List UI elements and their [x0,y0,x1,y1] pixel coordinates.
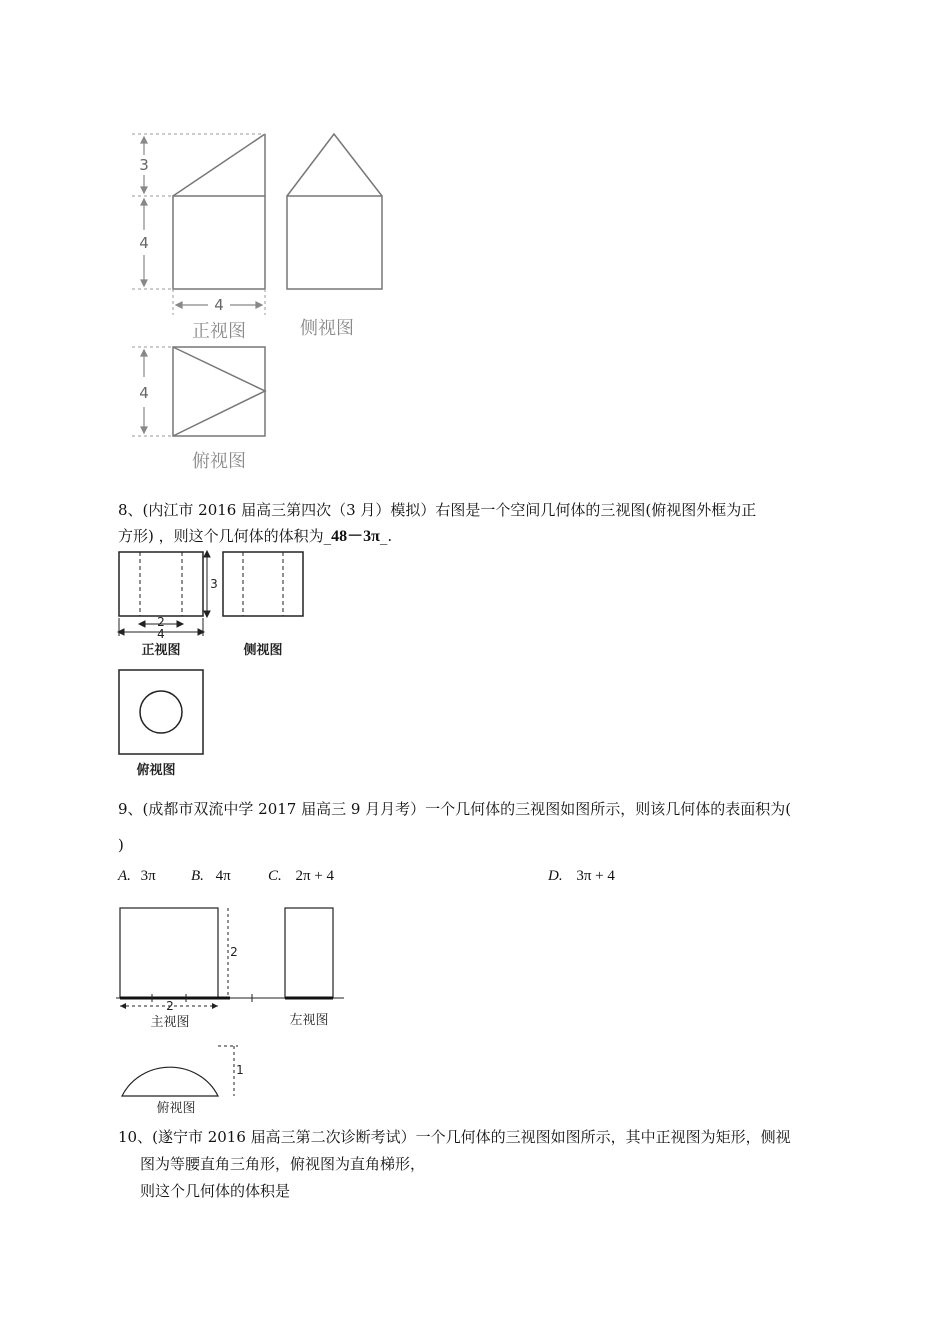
q9-line1: 9、(成都市双流中学 2017 届高三 9 月月考）一个几何体的三视图如图所示，则该几何体的表面积为( [118,800,792,818]
q9-main-rect [120,908,218,998]
q7-side-roof [287,134,382,196]
q8-line2-prefix: 方形) ，则这个几何体的体积为_ [118,527,332,545]
q8-dim-2: 2 [157,615,165,629]
q9-option-d[interactable] [548,868,615,885]
q8-front-label: 正视图 [141,643,181,658]
q9-option-c-letter: C. [268,868,282,884]
q7-front-slope [173,134,265,196]
q9-option-a-letter: A. [118,868,131,884]
q7-front-label: 正视图 [192,321,246,342]
q8-line2 [118,523,392,550]
q9-option-c-value: 2π + 4 [295,868,335,884]
q8-dim-4: 4 [157,627,165,641]
q7-top-rect [173,347,265,436]
q8-front-rect [119,552,203,616]
q9-option-b-letter: B. [191,868,204,884]
q9-option-a-value: 3π [140,868,156,884]
q7-three-view-figure [120,125,410,480]
q8-three-view-figure [113,548,313,780]
q7-dim-4-bottom: 4 [214,296,224,314]
q9-option-a[interactable] [118,868,156,885]
q8-top-circle [140,691,182,733]
q7-dim-4-top: 4 [139,384,149,402]
q9-main-label: 主视图 [150,1015,190,1030]
q8-side-label: 侧视图 [243,643,283,658]
q9-left-rect [285,908,333,998]
q9-option-d-value: 3π + 4 [576,868,615,884]
q8-line1: 8、(内江市 2016 届高三第四次（3 月）模拟）右图是一个空间几何体的三视图(俯视图外框为正 [118,501,757,519]
q9-dim-2-right: 2 [230,945,238,959]
q9-option-c[interactable] [268,868,334,885]
q7-side-label: 侧视图 [300,318,354,339]
q9-three-view-figure [112,900,352,1115]
q10-line1: 10、(遂宁市 2016 届高三第二次诊断考试）一个几何体的三视图如图所示，其中正视图为矩形，侧视 [118,1128,791,1146]
q8-side-rect [223,552,303,616]
q9-line2: ) [118,836,124,854]
q7-top-triangle [173,347,265,436]
q7-dim-3: 3 [139,156,149,174]
q7-top-label: 俯视图 [192,451,246,472]
q8-top-square [119,670,203,754]
q7-side-rect [287,196,382,289]
q9-top-label: 俯视图 [156,1101,196,1115]
q8-answer: 48－3π [331,528,380,545]
q8-top-label: 俯视图 [136,763,176,778]
q10-line3: 则这个几何体的体积是 [140,1182,291,1200]
q9-option-b-value: 4π [215,868,231,884]
q9-dim-2-bottom: 2 [166,999,174,1013]
q7-dim-4-left: 4 [139,234,149,252]
q7-front-rect [173,196,265,289]
q9-left-label: 左视图 [289,1013,329,1028]
q9-top-semicircle [122,1067,218,1096]
q10-line2: 图为等腰直角三角形，俯视图为直角梯形， [140,1155,426,1173]
q8-dim-3: 3 [210,577,218,591]
q9-option-d-letter: D. [548,868,563,884]
q9-dim-1: 1 [236,1063,244,1077]
q8-line2-suffix: _. [379,527,393,545]
q9-option-b[interactable] [191,868,231,885]
